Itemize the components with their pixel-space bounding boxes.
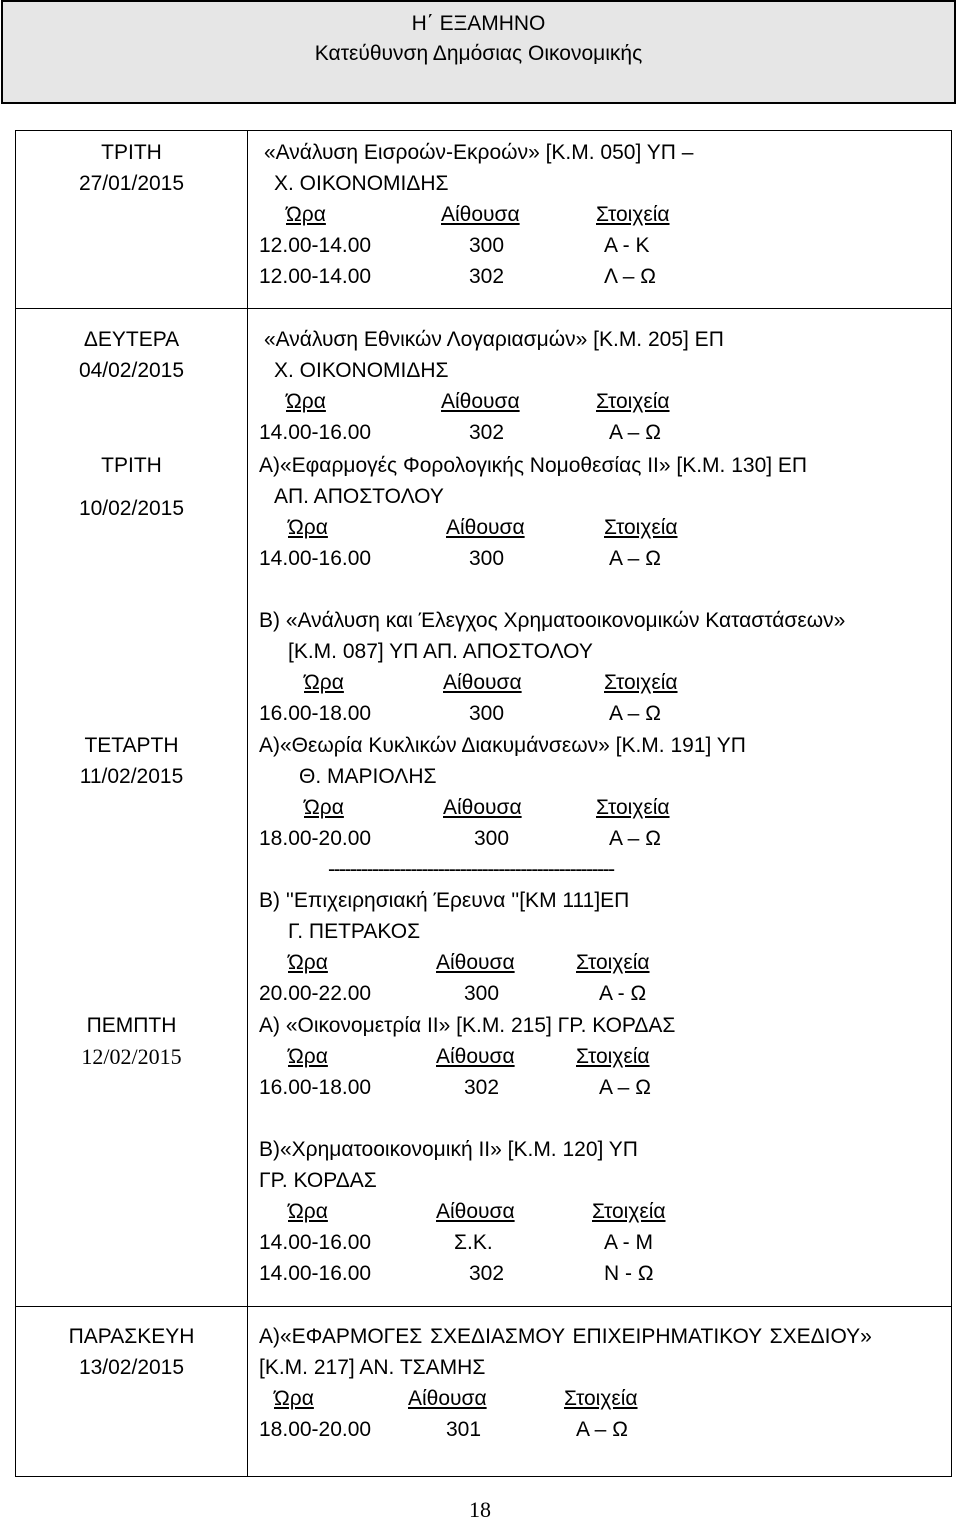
slot-room: 302 [469, 1262, 505, 1285]
slot-time: 20.00-22.00 [259, 982, 372, 1005]
day-name: ΔΕΥΤΕΡΑ [83, 328, 180, 351]
day-monday-04 [16, 324, 247, 386]
slot-room: 301 [446, 1418, 482, 1441]
slot-room: Σ.Κ. [454, 1231, 493, 1254]
row-divider [16, 1306, 951, 1307]
slot-time: 18.00-20.00 [259, 827, 372, 850]
course-professor: Θ. ΜΑΡΙΟΛΗΣ [299, 765, 437, 788]
day-date: 13/02/2015 [78, 1356, 185, 1379]
slot-letters: Α - Κ [604, 234, 650, 257]
day-name: ΤΡΙΤΗ [101, 454, 162, 477]
course-code: [Κ.Μ. 087] ΥΠ ΑΠ. ΑΠΟΣΤΟΛΟΥ [288, 640, 593, 663]
letters-label: Στοιχεία [564, 1387, 638, 1410]
slot-time: 16.00-18.00 [259, 702, 372, 725]
slot-letters: Α – Ω [576, 1418, 628, 1441]
day-date: 12/02/2015 [81, 1044, 182, 1069]
slot-time: 14.00-16.00 [259, 547, 372, 570]
room-label: Αίθουσα [443, 671, 522, 694]
day-date: 04/02/2015 [78, 359, 185, 382]
course-professor: ΑΠ. ΑΠΟΣΤΟΛΟΥ [274, 485, 444, 508]
day-date: 27/01/2015 [78, 172, 185, 195]
row-divider [16, 308, 951, 309]
slot-letters: Α – Ω [609, 421, 661, 444]
letters-label: Στοιχεία [576, 1045, 650, 1068]
slot-letters: Α - Μ [604, 1231, 654, 1254]
slot-letters: Α – Ω [609, 547, 661, 570]
course-title: Β)«Χρηματοοικονομική ΙΙ» [Κ.Μ. 120] ΥΠ [259, 1138, 638, 1161]
day-date: 11/02/2015 [79, 765, 184, 788]
slot-room: 302 [464, 1076, 500, 1099]
slot-letters: Λ – Ω [604, 265, 656, 288]
semester-header [1, 0, 956, 104]
course-professor: Χ. ΟΙΚΟΝΟΜΙΔΗΣ [274, 359, 449, 382]
day-date: 10/02/2015 [78, 497, 185, 520]
slot-letters: Ν - Ω [604, 1262, 654, 1285]
letters-label: Στοιχεία [592, 1200, 666, 1223]
time-label: Ώρα [288, 516, 328, 539]
course-title: Α)«Εφαρμογές Φορολογικής Νομοθεσίας ΙΙ» [Κ.Μ. 130] ΕΠ [259, 454, 808, 477]
slot-time: 18.00-20.00 [259, 1418, 372, 1441]
course-title: Α)«ΕΦΑΡΜΟΓΕΣ ΣΧΕΔΙΑΣΜΟΥ ΕΠΙΧΕΙΡΗΜΑΤΙΚΟΥ ΣΧΕΔΙΟΥ» [259, 1325, 872, 1348]
slot-letters: Α – Ω [609, 827, 661, 850]
slot-time: 12.00-14.00 [259, 234, 372, 257]
letters-label: Στοιχεία [596, 390, 670, 413]
time-label: Ώρα [288, 1045, 328, 1068]
slot-room: 300 [469, 547, 505, 570]
time-label: Ώρα [274, 1387, 314, 1410]
slot-room: 300 [469, 702, 505, 725]
room-label: Αίθουσα [446, 516, 525, 539]
day-wednesday-11 [16, 730, 247, 792]
time-label: Ώρα [286, 390, 326, 413]
day-name: ΠΕΜΠΤΗ [86, 1014, 177, 1037]
course-title: «Ανάλυση Εθνικών Λογαριασμών» [Κ.Μ. 205] ΕΠ [264, 328, 724, 351]
slot-room: 300 [464, 982, 500, 1005]
time-label: Ώρα [288, 951, 328, 974]
day-tuesday-10 [16, 450, 247, 524]
course-title: Α) «Οικονομετρία ΙΙ» [Κ.Μ. 215] ΓΡ. ΚΟΡΔΑΣ [259, 1014, 676, 1037]
course-title: Α)«Θεωρία Κυκλικών Διακυμάνσεων» [Κ.Μ. 191] ΥΠ [259, 734, 746, 757]
entry-separator: ---------------------------------------------------- [328, 858, 614, 881]
course-title: Β) «Ανάλυση και Έλεγχος Χρηματοοικονομικών Καταστάσεων» [259, 609, 846, 632]
room-label: Αίθουσα [441, 390, 520, 413]
exam-schedule-table [15, 130, 952, 1477]
time-label: Ώρα [286, 203, 326, 226]
course-title: Β) ''Επιχειρησιακή Έρευνα ''[ΚΜ 111]ΕΠ [259, 889, 630, 912]
time-label: Ώρα [304, 796, 344, 819]
day-name: ΠΑΡΑΣΚΕΥΗ [68, 1325, 195, 1348]
slot-room: 300 [474, 827, 510, 850]
time-label: Ώρα [304, 671, 344, 694]
day-tuesday-27 [16, 137, 247, 199]
letters-label: Στοιχεία [596, 203, 670, 226]
day-name: ΤΡΙΤΗ [101, 141, 162, 164]
room-label: Αίθουσα [441, 203, 520, 226]
course-professor: ΓΡ. ΚΟΡΔΑΣ [259, 1169, 377, 1192]
slot-room: 302 [469, 421, 505, 444]
slot-time: 14.00-16.00 [259, 1231, 372, 1254]
room-label: Αίθουσα [443, 796, 522, 819]
page-number: 18 [469, 1497, 491, 1522]
letters-label: Στοιχεία [604, 516, 678, 539]
slot-letters: Α – Ω [609, 702, 661, 725]
day-friday-13 [16, 1321, 247, 1383]
letters-label: Στοιχεία [604, 671, 678, 694]
slot-letters: Α - Ω [599, 982, 647, 1005]
room-label: Αίθουσα [436, 951, 515, 974]
course-professor: Χ. ΟΙΚΟΝΟΜΙΔΗΣ [274, 172, 449, 195]
semester-title: Η΄ ΕΞΑΜΗΝΟ [411, 12, 546, 35]
slot-time: 12.00-14.00 [259, 265, 372, 288]
room-label: Αίθουσα [408, 1387, 487, 1410]
time-label: Ώρα [288, 1200, 328, 1223]
course-professor: Γ. ΠΕΤΡΑΚΟΣ [288, 920, 421, 943]
day-name: ΤΕΤΑΡΤΗ [84, 734, 179, 757]
day-thursday-12 [16, 1010, 247, 1072]
slot-time: 14.00-16.00 [259, 1262, 372, 1285]
slot-time: 16.00-18.00 [259, 1076, 372, 1099]
letters-label: Στοιχεία [596, 796, 670, 819]
track-title: Κατεύθυνση Δημόσιας Οικονομικής [314, 42, 643, 65]
course-code: [Κ.Μ. 217] ΑΝ. ΤΣΑΜΗΣ [259, 1356, 486, 1379]
room-label: Αίθουσα [436, 1200, 515, 1223]
letters-label: Στοιχεία [576, 951, 650, 974]
course-title: «Ανάλυση Εισροών-Εκροών» [Κ.Μ. 050] ΥΠ – [264, 141, 694, 164]
slot-letters: Α – Ω [599, 1076, 651, 1099]
slot-time: 14.00-16.00 [259, 421, 372, 444]
slot-room: 302 [469, 265, 505, 288]
room-label: Αίθουσα [436, 1045, 515, 1068]
column-divider [247, 131, 248, 1476]
slot-room: 300 [469, 234, 505, 257]
